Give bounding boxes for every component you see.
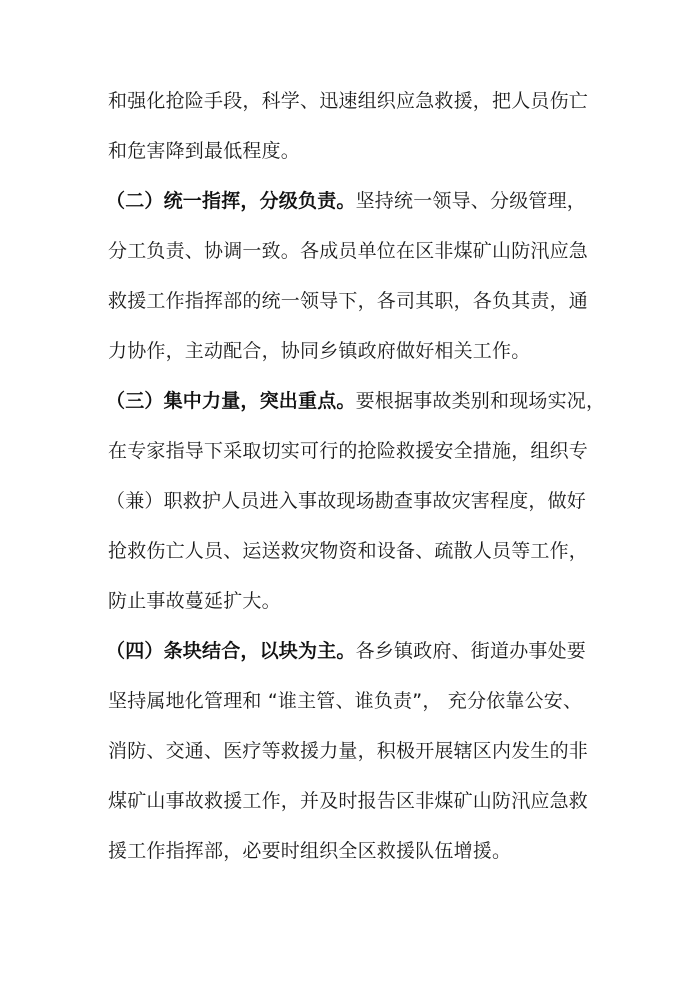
line-text: 救援工作指挥部的统一领导下，各司其职，各负其责，通 bbox=[108, 290, 589, 312]
paragraph-line bbox=[108, 331, 700, 371]
section-line-4 bbox=[106, 631, 700, 671]
line-text: 分工负责、协调一致。各成员单位在区非煤矿山防汛应急 bbox=[108, 240, 589, 262]
line-text: 抢救伤亡人员、运送救灾物资和设备、疏散人员等工作， bbox=[108, 540, 589, 562]
paragraph-line bbox=[108, 531, 700, 571]
paragraph-line bbox=[108, 81, 700, 121]
line-text: 援工作指挥部，必要时组织全区救援队伍增援。 bbox=[108, 840, 512, 862]
line-text: 各乡镇政府、街道办事处要 bbox=[355, 640, 587, 662]
line-text: 坚持统一领导、分级管理， bbox=[355, 190, 587, 212]
line-text: 消防、交通、医疗等救援力量，积极开展辖区内发生的非 bbox=[108, 740, 589, 762]
paragraph-line bbox=[108, 281, 700, 321]
line-text: 坚持属地化管理和 “谁主管、谁负责”， 充分依靠公安、 bbox=[108, 690, 583, 712]
paragraph-line bbox=[108, 581, 700, 621]
section-heading-4: （四）条块结合，以块为主。 bbox=[106, 640, 356, 662]
line-text: 和强化抢险手段，科学、迅速组织应急救援，把人员伤亡 bbox=[108, 90, 589, 112]
line-text: 和危害降到最低程度。 bbox=[108, 140, 301, 162]
line-text: 在专家指导下采取切实可行的抢险救援安全措施，组织专 bbox=[108, 440, 589, 462]
line-text: 力协作，主动配合，协同乡镇政府做好相关工作。 bbox=[108, 340, 531, 362]
paragraph-line bbox=[108, 781, 700, 821]
paragraph-line bbox=[108, 831, 700, 871]
paragraph-line bbox=[108, 731, 700, 771]
paragraph-line bbox=[108, 431, 700, 471]
section-heading-3: （三）集中力量，突出重点。 bbox=[106, 390, 356, 412]
paragraph-line bbox=[108, 681, 700, 721]
section-line-3 bbox=[106, 381, 700, 421]
line-text: 要根据事故类别和现场实况， bbox=[355, 390, 606, 412]
paragraph-line bbox=[108, 131, 700, 171]
line-text: 煤矿山事故救援工作，并及时报告区非煤矿山防汛应急救 bbox=[108, 790, 589, 812]
paragraph-line bbox=[106, 481, 700, 521]
line-text: 防止事故蔓延扩大。 bbox=[108, 590, 281, 612]
section-heading-2: （二）统一指挥，分级负责。 bbox=[106, 190, 356, 212]
section-line-2 bbox=[106, 181, 700, 221]
line-text: （兼）职救护人员进入事故现场勘查事故灾害程度，做好 bbox=[106, 490, 587, 512]
paragraph-line bbox=[108, 231, 700, 271]
